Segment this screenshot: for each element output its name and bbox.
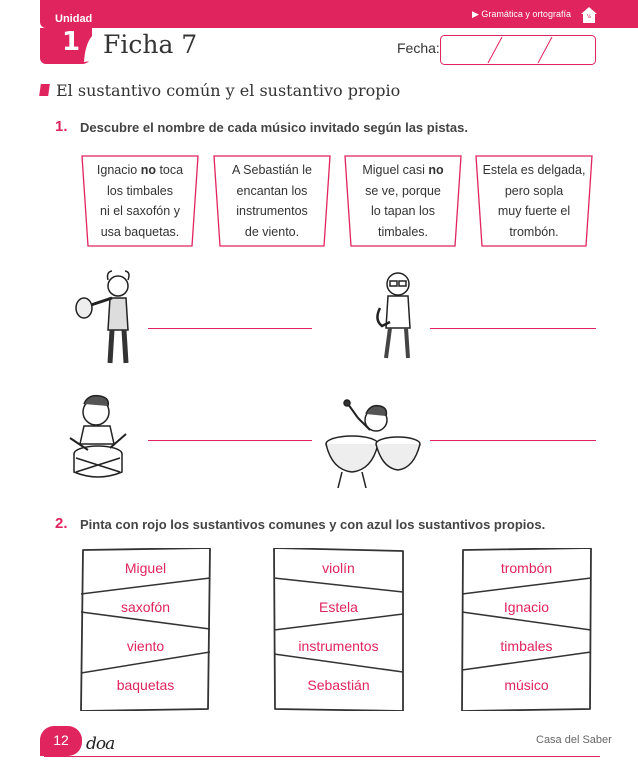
clue-text: muy fuerte el (497, 204, 571, 218)
doa-logo (86, 734, 114, 754)
category-tag: ▶ Gramática y ortografía (472, 9, 571, 19)
clue-box-1 (81, 155, 199, 242)
clue-emphasis: no (428, 163, 444, 177)
answer-line-1[interactable] (148, 328, 312, 329)
clue-text: timbales. (377, 224, 429, 239)
clue-text: ni el saxofón y (100, 204, 180, 218)
word-cell[interactable]: timbales (500, 638, 553, 654)
date-field[interactable] (440, 35, 596, 65)
word-cell[interactable]: Sebastián (307, 677, 370, 693)
word-cell[interactable]: Estela (319, 599, 358, 615)
word-cell[interactable]: instrumentos (298, 638, 379, 654)
home-icon (580, 6, 598, 24)
word-card-1 (79, 548, 212, 711)
answer-line-2[interactable] (430, 328, 596, 329)
word-cell[interactable]: saxofón (120, 599, 171, 615)
page-title: Ficha 7 (103, 30, 198, 59)
clue-text: de viento. (244, 224, 300, 239)
drummer-illustration (66, 392, 136, 484)
exercise-2-number: 2. (55, 515, 68, 532)
clue-text: pero sopla (504, 183, 564, 198)
clue-text: encantan los (236, 183, 308, 198)
clue-text: trombón. (509, 224, 559, 239)
doa-logo-text: doa (86, 734, 115, 754)
category-label: Gramática y ortografía (481, 9, 571, 19)
section-bullet (39, 84, 50, 96)
page-number: 12 (53, 732, 69, 748)
clue-text: se ve, porque (365, 183, 441, 198)
clue-emphasis: no (140, 163, 156, 177)
unit-label: Unidad (55, 13, 93, 25)
clue-text: A Sebastián le (232, 163, 312, 177)
svg-text:½: ½ (586, 14, 592, 20)
word-cell[interactable]: trombón (500, 560, 553, 576)
word-cell[interactable]: baquetas (116, 677, 175, 693)
clue-text: Estela es delgada, (482, 163, 586, 177)
timpani-player-illustration (318, 398, 422, 488)
clue-text: Miguel casi (362, 163, 429, 177)
clue-text: Ignacio (96, 163, 141, 177)
answer-line-3[interactable] (148, 440, 312, 441)
word-card-3 (460, 548, 593, 711)
word-cell[interactable]: Ignacio (503, 599, 550, 615)
clue-box-3 (344, 155, 462, 242)
date-label: Fecha: (397, 40, 440, 56)
word-cell[interactable]: viento (126, 638, 165, 654)
exercise-1-number: 1. (55, 118, 68, 135)
section-title: El sustantivo común y el sustantivo propio (56, 81, 401, 100)
exercise-2-instruction: Pinta con rojo los sustantivos comunes y con azul los sustantivos propios. (80, 517, 546, 532)
clue-text: instrumentos (236, 204, 308, 218)
trumpet-player-illustration (68, 268, 140, 368)
clue-box-4 (475, 155, 593, 242)
publisher-name: Casa del Saber (536, 734, 612, 746)
word-cell[interactable]: músico (504, 677, 549, 693)
clue-text: los timbales (107, 183, 173, 198)
word-card-2 (272, 548, 405, 711)
clue-box-2 (213, 155, 331, 242)
exercise-1-instruction: Descubre el nombre de cada músico invitado según las pistas. (80, 120, 468, 135)
clue-text: usa baquetas. (100, 224, 180, 239)
unit-number: 1 (62, 27, 81, 57)
clue-text: lo tapan los (371, 204, 435, 218)
clue-text: toca (155, 163, 184, 177)
saxophone-player-illustration (370, 268, 420, 364)
word-cell[interactable]: Miguel (124, 560, 167, 576)
footer-divider (44, 756, 600, 757)
answer-line-4[interactable] (430, 440, 596, 441)
word-cell[interactable]: violín (322, 560, 355, 576)
